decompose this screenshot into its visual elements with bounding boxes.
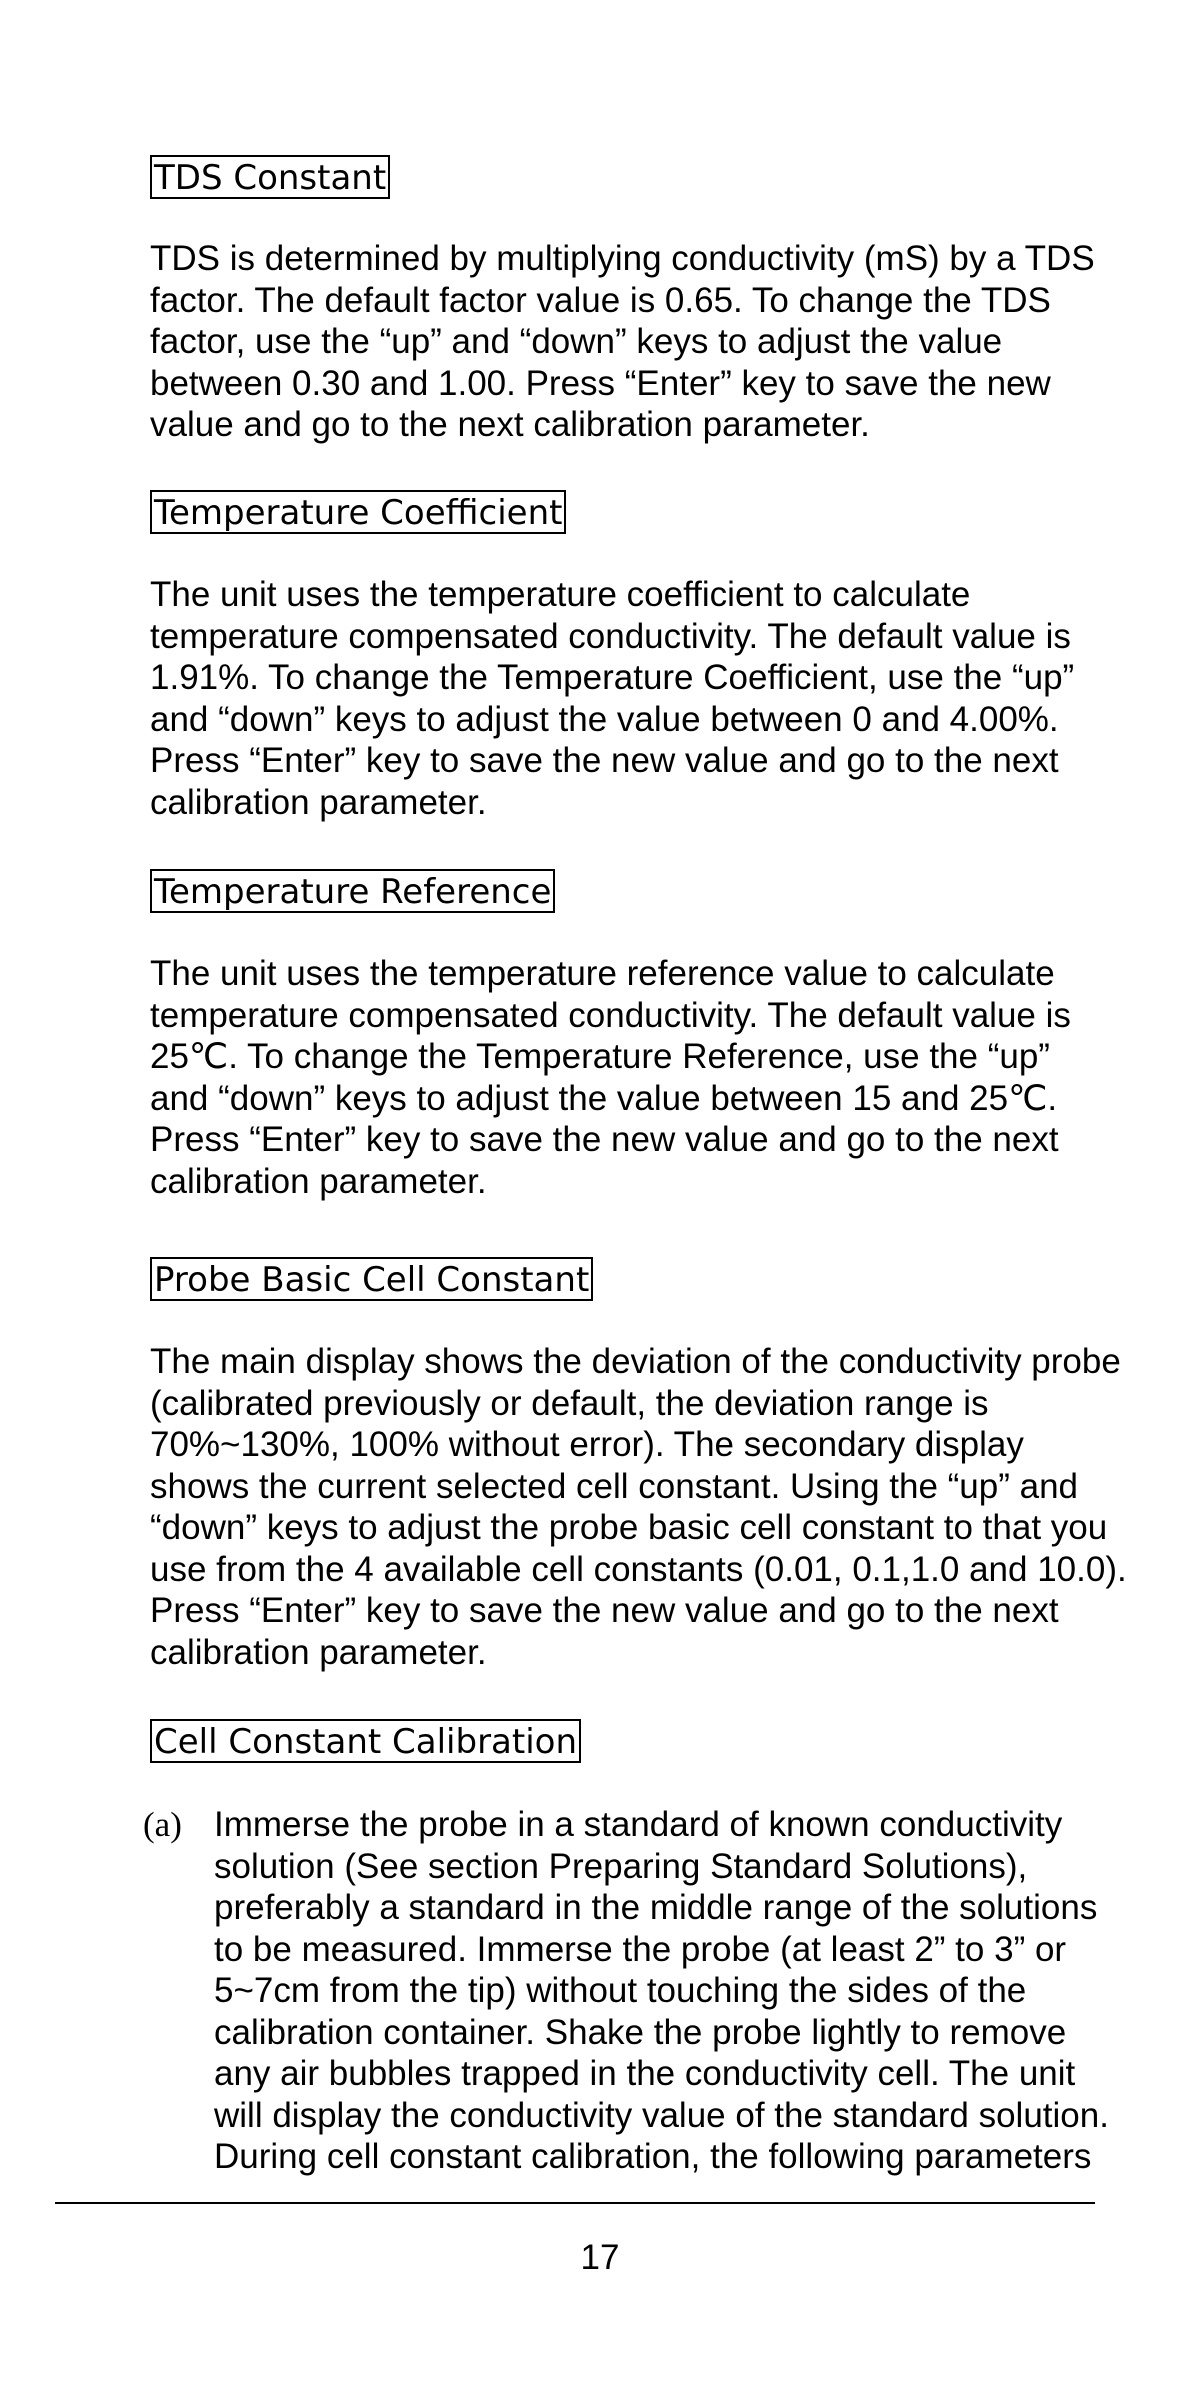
text-line: The unit uses the temperature coefficient to calculate bbox=[150, 575, 971, 614]
section-body-temperature-reference bbox=[150, 953, 1071, 1202]
section-body-tds-constant bbox=[150, 238, 1095, 446]
text-line: “down” keys to adjust the probe basic cell constant to that you bbox=[150, 1508, 1108, 1547]
text-line: temperature compensated conductivity. The default value is bbox=[150, 616, 1071, 656]
text-line: Immerse the probe in a standard of known conductivity bbox=[214, 1805, 1063, 1844]
text-line: preferably a standard in the middle range of the solutions bbox=[214, 1888, 1098, 1927]
text-line: factor, use the “up” and “down” keys to adjust the value bbox=[150, 322, 1003, 361]
page-number: 17 bbox=[580, 2238, 620, 2277]
footer-divider bbox=[55, 2202, 1095, 2204]
text-line: calibration container. Shake the probe lightly to remove bbox=[214, 2012, 1067, 2052]
text-line: 25℃. To change the Temperature Reference, use the “up” bbox=[150, 1037, 1050, 1076]
text-line: temperature compensated conductivity. The default value is bbox=[150, 995, 1071, 1035]
text-line: between 0.30 and 1.00. Press “Enter” key to save the new bbox=[150, 363, 1051, 403]
section-heading-tds-constant: TDS Constant bbox=[150, 155, 390, 199]
text-line: use from the 4 available cell constants (0.01, 0.1,1.0 and 10.0). bbox=[150, 1549, 1127, 1589]
section-body-temperature-coefficient bbox=[150, 574, 1074, 823]
text-line: factor. The default factor value is 0.65. To change the TDS bbox=[150, 280, 1051, 320]
text-line: and “down” keys to adjust the value between 15 and 25℃. bbox=[150, 1078, 1058, 1118]
text-line: solution (See section Preparing Standard Solutions), bbox=[214, 1846, 1028, 1886]
section-heading-temperature-reference: Temperature Reference bbox=[150, 869, 555, 913]
text-line: any air bubbles trapped in the conductivity cell. The unit bbox=[214, 2054, 1076, 2093]
text-line: will display the conductivity value of the standard solution. bbox=[214, 2095, 1109, 2135]
section-heading-temperature-coefficient: Temperature Coefficient bbox=[150, 490, 566, 534]
list-item-a bbox=[214, 1804, 1109, 2178]
section-heading-cell-constant-calibration: Cell Constant Calibration bbox=[150, 1719, 581, 1763]
section-heading-probe-basic-cell-constant: Probe Basic Cell Constant bbox=[150, 1257, 593, 1301]
text-line: 1.91%. To change the Temperature Coefficient, use the “up” bbox=[150, 658, 1075, 697]
text-line: Press “Enter” key to save the new value and go to the next bbox=[150, 1591, 1059, 1630]
text-line: calibration parameter. bbox=[150, 1161, 487, 1201]
text-line: value and go to the next calibration parameter. bbox=[150, 405, 870, 444]
text-line: shows the current selected cell constant. Using the “up” and bbox=[150, 1466, 1078, 1506]
text-line: During cell constant calibration, the following parameters bbox=[214, 2137, 1092, 2176]
text-line: Press “Enter” key to save the new value and go to the next bbox=[150, 1120, 1059, 1159]
text-line: to be measured. Immerse the probe (at least 2” to 3” or bbox=[214, 1929, 1067, 1969]
text-line: The main display shows the deviation of the conductivity probe bbox=[150, 1342, 1121, 1381]
text-line: and “down” keys to adjust the value between 0 and 4.00%. bbox=[150, 699, 1059, 739]
text-line: The unit uses the temperature reference value to calculate bbox=[150, 954, 1055, 993]
text-line: (calibrated previously or default, the deviation range is bbox=[150, 1383, 989, 1423]
text-line: TDS is determined by multiplying conductivity (mS) by a TDS bbox=[150, 239, 1095, 278]
text-line: Press “Enter” key to save the new value and go to the next bbox=[150, 741, 1059, 780]
text-line: calibration parameter. bbox=[150, 782, 487, 822]
list-marker-a: (a) bbox=[143, 1805, 182, 1844]
section-body-probe-basic-cell-constant bbox=[150, 1341, 1127, 1673]
text-line: 70%~130%, 100% without error). The secondary display bbox=[150, 1425, 1024, 1464]
text-line: calibration parameter. bbox=[150, 1632, 487, 1672]
text-line: 5~7cm from the tip) without touching the sides of the bbox=[214, 1971, 1027, 2010]
